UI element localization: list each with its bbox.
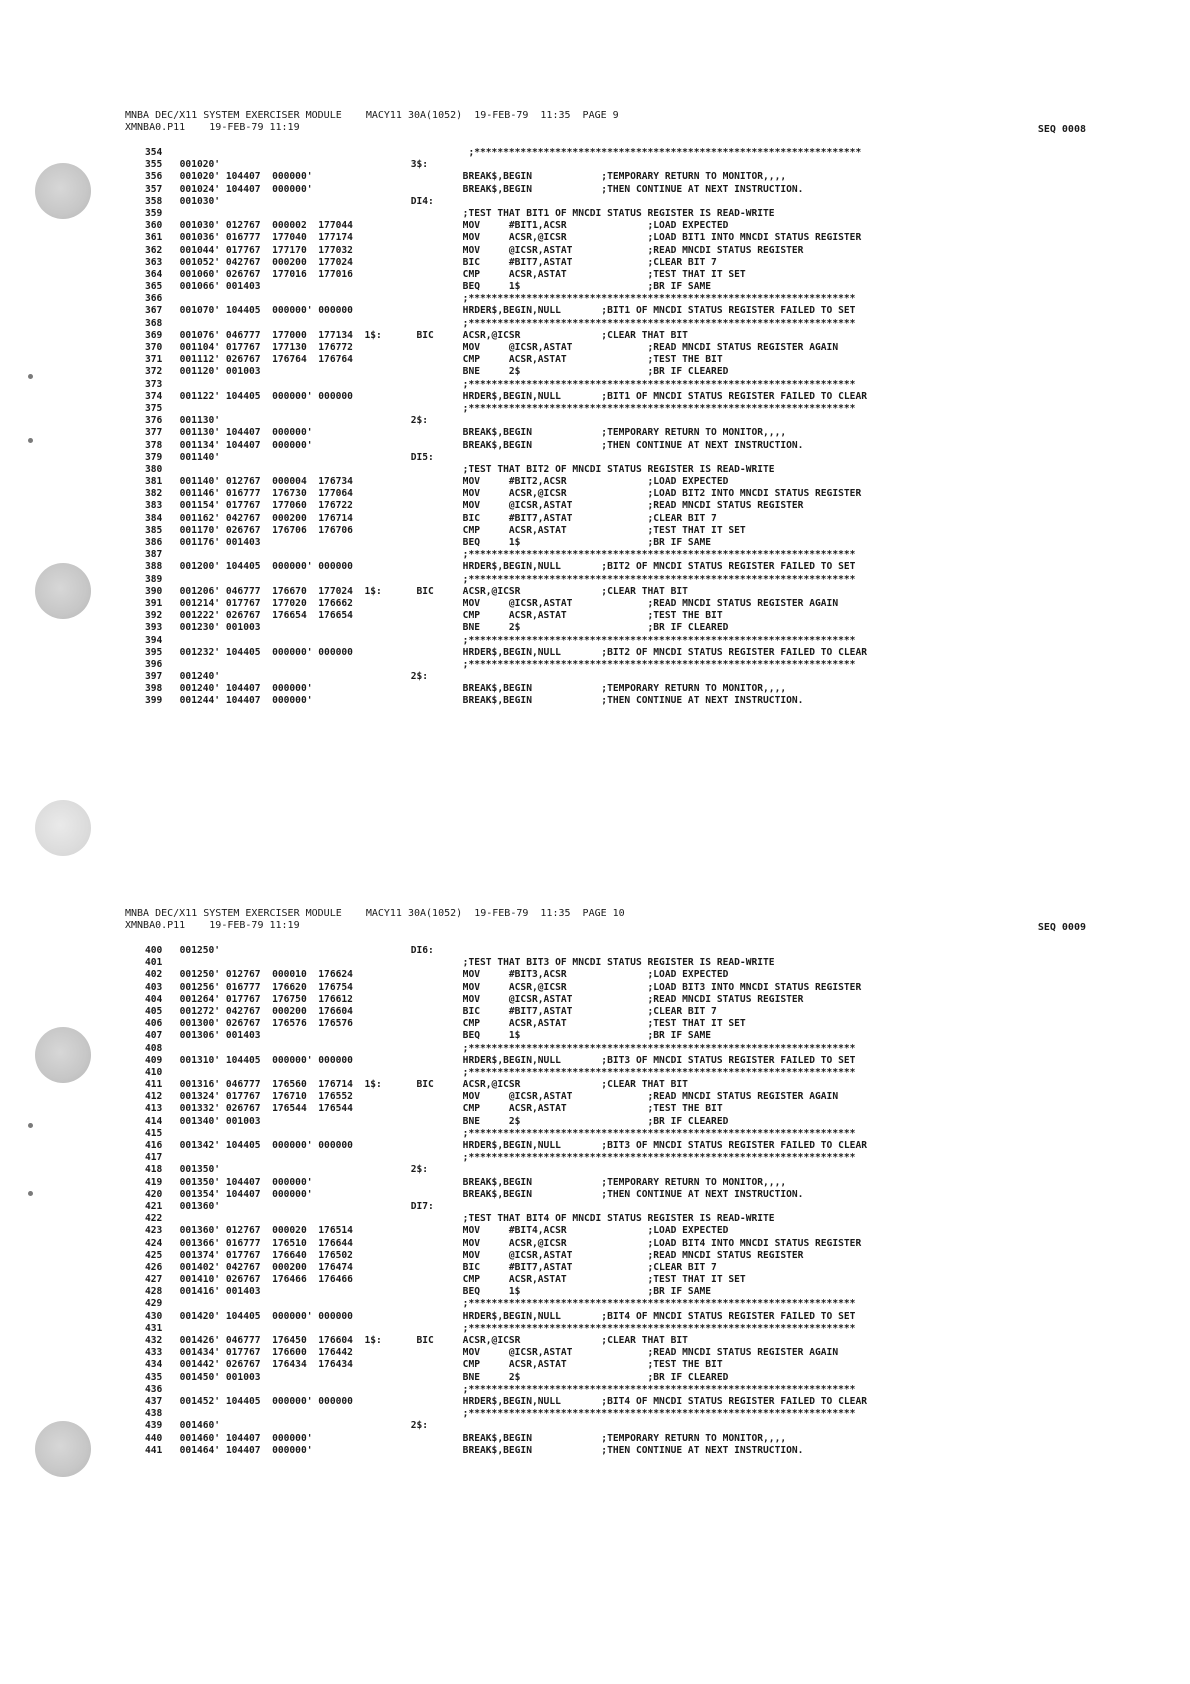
listing-line: 389 ;******************************************************************* [145, 573, 856, 585]
listing-line: 399 001244' 104407 000000' BREAK$,BEGIN ;THEN CONTINUE AT NEXT INSTRUCTION. [145, 695, 804, 707]
listing-line: 431 ;******************************************************************* [145, 1322, 856, 1334]
listing-line: 361 001036' 016777 177040 177174 MOV ACSR,@ICSR ;LOAD BIT1 INTO MNCDI STATUS REGISTER [145, 232, 862, 244]
listing-line: 414 001340' 001003 BNE 2$ ;BR IF CLEARED [145, 1115, 729, 1127]
listing-line: 434 001442' 026767 176434 176434 CMP ACSR,ASTAT ;TEST THE BIT [145, 1359, 723, 1371]
sequence-number: SEQ 0009 [1037, 922, 1086, 933]
listing-line: 400 001250' DI6: [145, 945, 434, 956]
listing-line: 404 001264' 017767 176750 176612 MOV @ICSR,ASTAT ;READ MNCDI STATUS REGISTER [145, 993, 804, 1005]
listing-line: 373 ;******************************************************************* [145, 378, 856, 390]
listing-line: 357 001024' 104407 000000' BREAK$,BEGIN ;THEN CONTINUE AT NEXT INSTRUCTION. [145, 183, 804, 195]
listing-line: 410 ;******************************************************************* [145, 1066, 856, 1078]
listing-line: 417 ;******************************************************************* [145, 1152, 856, 1164]
listing-line: 423 001360' 012767 000020 176514 MOV #BIT4,ACSR ;LOAD EXPECTED [145, 1225, 729, 1237]
listing-line: 364 001060' 026767 177016 177016 CMP ACSR,ASTAT ;TEST THAT IT SET [145, 268, 746, 280]
scan-speck [28, 438, 33, 443]
scan-speck [28, 374, 33, 379]
listing-line: 355 001020' 3$: [145, 159, 429, 171]
listing-line: 387 ;******************************************************************* [145, 549, 856, 561]
page-header-source: XMNBA0.P11 19-FEB-79 11:19 [125, 920, 300, 931]
listing-line: 416 001342' 104405 000000' 000000 HRDER$,BEGIN,NULL ;BIT3 OF MNCDI STATUS REGISTER FAILED TO CLEAR [145, 1140, 867, 1151]
listing-line: 368 ;******************************************************************* [145, 317, 856, 329]
listing-line: 363 001052' 042767 000200 177024 BIC #BIT7,ASTAT ;CLEAR BIT 7 [145, 256, 717, 268]
sequence-number: SEQ 0008 [1037, 124, 1086, 135]
listing-line: 424 001366' 016777 176510 176644 MOV ACSR,@ICSR ;LOAD BIT4 INTO MNCDI STATUS REGISTER [145, 1237, 862, 1249]
listing-line: 428 001416' 001403 BEQ 1$ ;BR IF SAME [145, 1286, 712, 1298]
scan-speck [28, 1191, 33, 1196]
scan-speck [28, 1123, 33, 1128]
listing-line: 378 001134' 104407 000000' BREAK$,BEGIN ;THEN CONTINUE AT NEXT INSTRUCTION. [145, 439, 804, 451]
listing-line: 381 001140' 012767 000004 176734 MOV #BIT2,ACSR ;LOAD EXPECTED [145, 476, 729, 488]
listing-line: 436 ;******************************************************************* [145, 1383, 856, 1395]
listing-line: 409 001310' 104405 000000' 000000 HRDER$,BEGIN,NULL ;BIT3 OF MNCDI STATUS REGISTER FAILED TO SET [145, 1054, 856, 1066]
listing-line: 390 001206' 046777 176670 177024 1$: BIC ACSR,@ICSR ;CLEAR THAT BIT [145, 585, 688, 597]
listing-line: 438 ;******************************************************************* [145, 1408, 856, 1420]
listing-line: 437 001452' 104405 000000' 000000 HRDER$,BEGIN,NULL ;BIT4 OF MNCDI STATUS REGISTER FAILED TO CLEAR [145, 1395, 867, 1407]
listing-line: 440 001460' 104407 000000' BREAK$,BEGIN ;TEMPORARY RETURN TO MONITOR,,,, [145, 1432, 787, 1444]
page-header-source: XMNBA0.P11 19-FEB-79 11:19 [125, 122, 300, 133]
punch-hole [35, 163, 91, 219]
listing-line: 366 ;******************************************************************* [145, 293, 856, 305]
listing-line: 386 001176' 001403 BEQ 1$ ;BR IF SAME [145, 537, 712, 548]
listing-line: 439 001460' 2$: [145, 1420, 429, 1432]
listing-line: 394 ;******************************************************************* [145, 634, 856, 646]
punch-hole [35, 800, 91, 856]
listing-line: 374 001122' 104405 000000' 000000 HRDER$,BEGIN,NULL ;BIT1 OF MNCDI STATUS REGISTER FAILED TO CLEAR [145, 390, 867, 402]
listing-line: 393 001230' 001003 BNE 2$ ;BR IF CLEARED [145, 622, 729, 634]
listing-line: 429 ;******************************************************************* [145, 1298, 856, 1310]
listing-line: 395 001232' 104405 000000' 000000 HRDER$,BEGIN,NULL ;BIT2 OF MNCDI STATUS REGISTER FAILED TO CLEAR [145, 646, 867, 658]
listing-line: 367 001070' 104405 000000' 000000 HRDER$,BEGIN,NULL ;BIT1 OF MNCDI STATUS REGISTER FAILED TO SET [145, 305, 856, 317]
listing-line: 413 001332' 026767 176544 176544 CMP ACSR,ASTAT ;TEST THE BIT [145, 1103, 723, 1115]
listing-line: 415 ;******************************************************************* [145, 1127, 856, 1139]
listing-line: 398 001240' 104407 000000' BREAK$,BEGIN ;TEMPORARY RETURN TO MONITOR,,,, [145, 683, 787, 695]
listing-line: 391 001214' 017767 177020 176662 MOV @ICSR,ASTAT ;READ MNCDI STATUS REGISTER AGAIN [145, 597, 839, 609]
listing-line: 380 ;TEST THAT BIT2 OF MNCDI STATUS REGISTER IS READ-WRITE [145, 463, 775, 475]
listing-line: 425 001374' 017767 176640 176502 MOV @ICSR,ASTAT ;READ MNCDI STATUS REGISTER [145, 1249, 804, 1261]
listing-line: 379 001140' DI5: [145, 451, 434, 463]
listing-line: 365 001066' 001403 BEQ 1$ ;BR IF SAME [145, 281, 712, 293]
listing-line: 418 001350' 2$: [145, 1164, 429, 1176]
listing-line: 385 001170' 026767 176706 176706 CMP ACSR,ASTAT ;TEST THAT IT SET [145, 524, 746, 536]
listing-line: 356 001020' 104407 000000' BREAK$,BEGIN ;TEMPORARY RETURN TO MONITOR,,,, [145, 171, 787, 183]
listing-line: 433 001434' 017767 176600 176442 MOV @ICSR,ASTAT ;READ MNCDI STATUS REGISTER AGAIN [145, 1347, 839, 1359]
listing-line: 359 ;TEST THAT BIT1 OF MNCDI STATUS REGISTER IS READ-WRITE [145, 207, 775, 219]
listing-line: 371 001112' 026767 176764 176764 CMP ACSR,ASTAT ;TEST THE BIT [145, 354, 723, 366]
listing-line: 411 001316' 046777 176560 176714 1$: BIC ACSR,@ICSR ;CLEAR THAT BIT [145, 1079, 688, 1091]
listing-line: 397 001240' 2$: [145, 671, 429, 683]
listing-line: 377 001130' 104407 000000' BREAK$,BEGIN ;TEMPORARY RETURN TO MONITOR,,,, [145, 427, 787, 439]
listing-line: 408 ;******************************************************************* [145, 1042, 856, 1054]
listing-line: 405 001272' 042767 000200 176604 BIC #BIT7,ASTAT ;CLEAR BIT 7 [145, 1005, 717, 1017]
listing-line: 426 001402' 042767 000200 176474 BIC #BIT7,ASTAT ;CLEAR BIT 7 [145, 1261, 717, 1273]
listing-line: 407 001306' 001403 BEQ 1$ ;BR IF SAME [145, 1030, 712, 1042]
listing-line: 441 001464' 104407 000000' BREAK$,BEGIN ;THEN CONTINUE AT NEXT INSTRUCTION. [145, 1444, 804, 1456]
listing-line: 382 001146' 016777 176730 177064 MOV ACSR,@ICSR ;LOAD BIT2 INTO MNCDI STATUS REGISTER [145, 488, 862, 500]
punch-hole [35, 1421, 91, 1477]
listing-line: 420 001354' 104407 000000' BREAK$,BEGIN ;THEN CONTINUE AT NEXT INSTRUCTION. [145, 1188, 804, 1200]
listing-line: 384 001162' 042767 000200 176714 BIC #BIT7,ASTAT ;CLEAR BIT 7 [145, 512, 717, 524]
listing-line: 370 001104' 017767 177130 176772 MOV @ICSR,ASTAT ;READ MNCDI STATUS REGISTER AGAIN [145, 342, 839, 353]
listing-line: 430 001420' 104405 000000' 000000 HRDER$,BEGIN,NULL ;BIT4 OF MNCDI STATUS REGISTER FAILED TO SET [145, 1310, 856, 1322]
listing-line: 354 ;******************************************************************* [145, 147, 862, 158]
listing-line: 362 001044' 017767 177170 177032 MOV @ICSR,ASTAT ;READ MNCDI STATUS REGISTER [145, 244, 804, 256]
listing-line: 376 001130' 2$: [145, 415, 429, 427]
listing-line: 388 001200' 104405 000000' 000000 HRDER$,BEGIN,NULL ;BIT2 OF MNCDI STATUS REGISTER FAILED TO SET [145, 561, 856, 573]
listing-line: 419 001350' 104407 000000' BREAK$,BEGIN ;TEMPORARY RETURN TO MONITOR,,,, [145, 1176, 787, 1188]
listing-line: 427 001410' 026767 176466 176466 CMP ACSR,ASTAT ;TEST THAT IT SET [145, 1274, 746, 1286]
listing-line: 369 001076' 046777 177000 177134 1$: BIC ACSR,@ICSR ;CLEAR THAT BIT [145, 329, 688, 341]
listing-line: 435 001450' 001003 BNE 2$ ;BR IF CLEARED [145, 1371, 729, 1383]
punch-hole [35, 563, 91, 619]
listing-line: 402 001250' 012767 000010 176624 MOV #BIT3,ACSR ;LOAD EXPECTED [145, 969, 729, 981]
listing-line: 403 001256' 016777 176620 176754 MOV ACSR,@ICSR ;LOAD BIT3 INTO MNCDI STATUS REGISTER [145, 981, 862, 993]
listing-line: 396 ;******************************************************************* [145, 658, 856, 670]
code-listing [145, 147, 867, 708]
page-header-title: MNBA DEC/X11 SYSTEM EXERCISER MODULE MACY11 30A(1052) 19-FEB-79 11:35 PAGE 9 [125, 110, 619, 121]
page-header-title: MNBA DEC/X11 SYSTEM EXERCISER MODULE MACY11 30A(1052) 19-FEB-79 11:35 PAGE 10 [125, 908, 625, 919]
listing-line: 406 001300' 026767 176576 176576 CMP ACSR,ASTAT ;TEST THAT IT SET [145, 1018, 746, 1030]
listing-line: 432 001426' 046777 176450 176604 1$: BIC ACSR,@ICSR ;CLEAR THAT BIT [145, 1335, 688, 1346]
listing-line: 358 001030' DI4: [145, 195, 434, 207]
listing-line: 422 ;TEST THAT BIT4 OF MNCDI STATUS REGISTER IS READ-WRITE [145, 1213, 775, 1225]
listing-line: 375 ;******************************************************************* [145, 402, 856, 414]
code-listing [145, 945, 867, 1457]
listing-line: 412 001324' 017767 176710 176552 MOV @ICSR,ASTAT ;READ MNCDI STATUS REGISTER AGAIN [145, 1091, 839, 1103]
listing-line: 401 ;TEST THAT BIT3 OF MNCDI STATUS REGISTER IS READ-WRITE [145, 957, 775, 969]
listing-line: 383 001154' 017767 177060 176722 MOV @ICSR,ASTAT ;READ MNCDI STATUS REGISTER [145, 500, 804, 512]
listing-line: 360 001030' 012767 000002 177044 MOV #BIT1,ACSR ;LOAD EXPECTED [145, 220, 729, 232]
punch-hole [35, 1027, 91, 1083]
listing-line: 372 001120' 001003 BNE 2$ ;BR IF CLEARED [145, 366, 729, 378]
listing-line: 392 001222' 026767 176654 176654 CMP ACSR,ASTAT ;TEST THE BIT [145, 610, 723, 622]
listing-line: 421 001360' DI7: [145, 1200, 434, 1212]
